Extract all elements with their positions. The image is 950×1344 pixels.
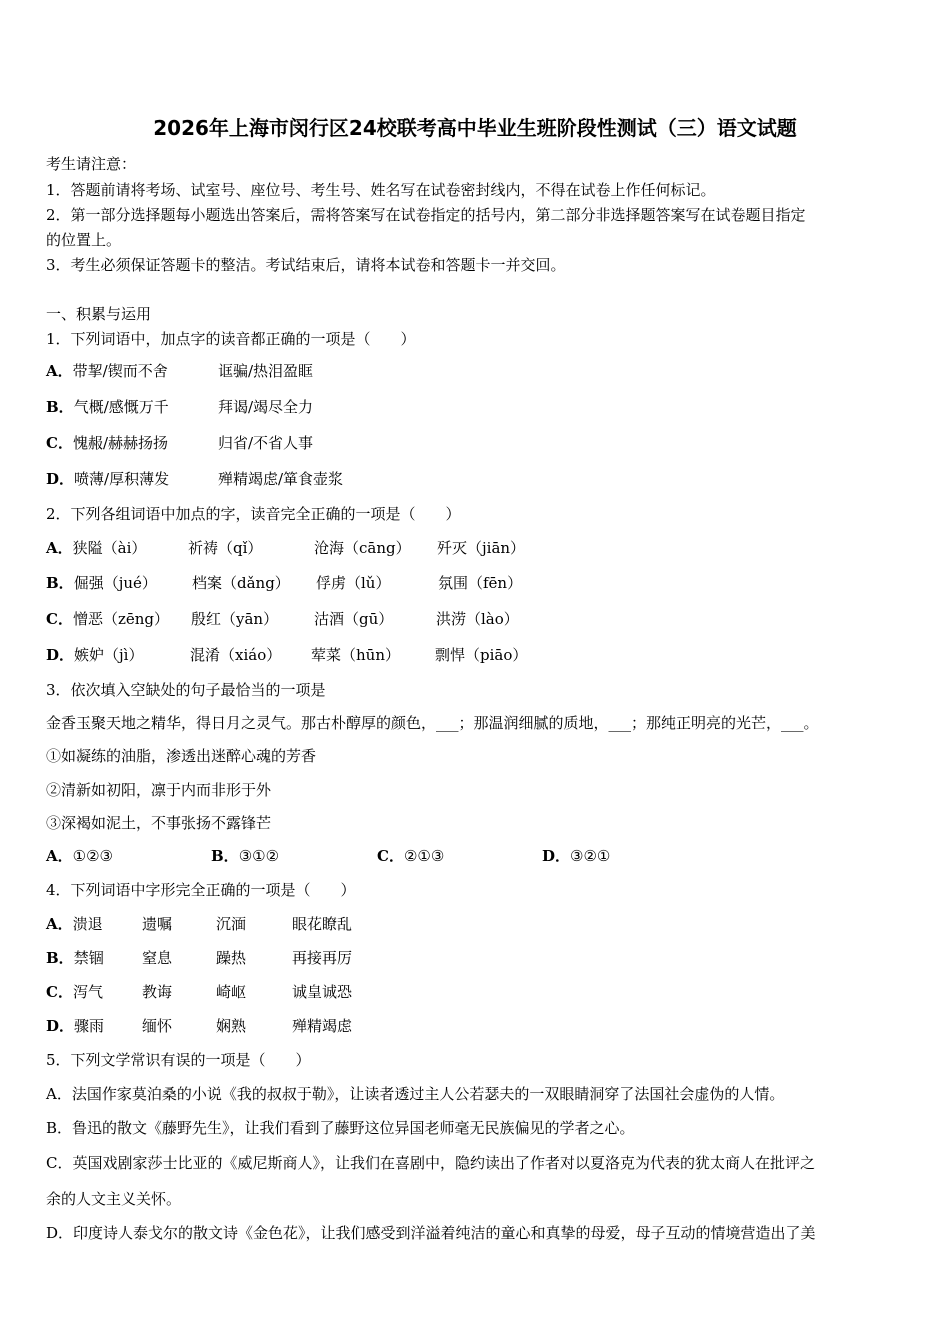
q3-sentence-1: ①如凝练的油脂，渗透出迷醉心魂的芳香 <box>46 747 317 765</box>
q3-option-c <box>377 845 444 866</box>
option-label: D． <box>46 1017 75 1035</box>
notice-item-2: 2．第一部分选择题每小题选出答案后，需将答案写在试卷指定的括号内，第二部分非选择题答案写在试卷题目指定 <box>46 206 806 224</box>
option-item: 沽酒（gū） <box>314 610 394 628</box>
option-item: 殷红（yān） <box>191 610 279 628</box>
option-item: 俘虏（lǔ） <box>316 574 391 592</box>
q1-option-b <box>46 396 314 417</box>
option-label: A． <box>46 915 73 933</box>
option-item: 沧海（cāng） <box>314 539 411 557</box>
notice-item-1: 1．答题前请将考场、试室号、座位号、考生号、姓名写在试卷密封线内，不得在试卷上作任何标记。 <box>46 181 716 199</box>
q5-option-b: B．鲁迅的散文《藤野先生》，让我们看到了藤野这位异国老师毫无民族偏见的学者之心。 <box>46 1119 635 1137</box>
option-item: 歼灭（jiān） <box>437 539 526 557</box>
option-label: A． <box>46 362 73 380</box>
option-item: 狭隘（ài） <box>72 539 147 557</box>
q4-option-a <box>46 913 353 934</box>
q2-option-c <box>46 608 519 629</box>
option-text: 拜谒/竭尽全力 <box>218 398 314 416</box>
q5-option-c-cont: 余的人文主义关怀。 <box>46 1190 182 1208</box>
q5-option-d: D．印度诗人泰戈尔的散文诗《金色花》，让我们感受到洋溢着纯洁的童心和真挚的母爱，母子互动的情境营造出了美 <box>46 1224 816 1242</box>
option-item: 躁热 <box>216 949 247 967</box>
option-item: 殚精竭虑 <box>292 1017 353 1035</box>
option-text: 喷薄/厚积薄发 <box>74 470 170 488</box>
notice-item-2-cont: 的位置上。 <box>46 231 122 249</box>
option-item: 溃退 <box>72 915 103 933</box>
q5-option-c: C．英国戏剧家莎士比亚的《威尼斯商人》，让我们在喜剧中，隐约读出了作者对以夏洛克为代表的犹太商人在批评之 <box>46 1154 815 1172</box>
option-item: 禁锢 <box>73 949 104 967</box>
option-item: 混淆（xiáo） <box>190 646 282 664</box>
q1-option-d <box>46 468 344 489</box>
option-item: 沉湎 <box>216 915 247 933</box>
option-item: 遗嘱 <box>142 915 173 933</box>
option-text: ②①③ <box>403 847 445 865</box>
option-label: D． <box>542 847 571 865</box>
page-title: 2026年上海市闵行区24校联考高中毕业生班阶段性测试（三）语文试题 <box>153 116 797 140</box>
option-label: C． <box>46 983 73 1001</box>
q1-option-c <box>46 432 314 453</box>
section-heading: 一、积累与运用 <box>46 305 152 323</box>
option-item: 教诲 <box>142 983 173 1001</box>
q4-option-b <box>46 947 353 968</box>
q4-option-d <box>46 1015 353 1036</box>
q2-option-a <box>46 537 526 558</box>
q4-stem: 4．下列词语中字形完全正确的一项是（ ） <box>46 881 356 899</box>
option-item: 泻气 <box>72 983 103 1001</box>
option-text: 愧赧/赫赫扬扬 <box>72 434 169 452</box>
option-label: D． <box>46 646 75 664</box>
q1-stem: 1．下列词语中，加点字的读音都正确的一项是（ ） <box>46 330 416 348</box>
option-item: 再接再厉 <box>292 949 353 967</box>
option-text: 气概/感慨万千 <box>73 398 169 416</box>
option-item: 诚皇诚恐 <box>292 983 353 1001</box>
q3-option-b <box>211 845 279 866</box>
option-item: 洪涝（lào） <box>436 610 519 628</box>
notice-heading: 考生请注意： <box>46 155 137 173</box>
option-text: 殚精竭虑/箪食壶浆 <box>218 470 344 488</box>
option-label: C． <box>46 610 73 628</box>
q4-option-c <box>46 981 353 1002</box>
option-item: 嫉妒（jì） <box>74 646 144 664</box>
option-item: 倔强（jué） <box>73 574 157 592</box>
option-label: A． <box>46 847 73 865</box>
q3-stem: 3．依次填入空缺处的句子最恰当的一项是 <box>46 681 326 699</box>
option-label: B． <box>46 574 74 592</box>
option-label: C． <box>46 434 73 452</box>
option-label: B． <box>46 949 74 967</box>
option-item: 氛围（fēn） <box>438 574 523 592</box>
option-label: A． <box>46 539 73 557</box>
q2-option-d <box>46 644 528 665</box>
option-text: ①②③ <box>72 847 113 865</box>
q2-stem: 2．下列各组词语中加点的字，读音完全正确的一项是（ ） <box>46 505 461 523</box>
q5-stem: 5．下列文学常识有误的一项是（ ） <box>46 1051 311 1069</box>
option-text: 诓骗/热泪盈眶 <box>218 362 314 380</box>
q3-options <box>46 845 611 866</box>
option-text: 归省/不省人事 <box>218 434 314 452</box>
option-item: 窒息 <box>142 949 173 967</box>
option-label: B． <box>46 398 74 416</box>
q3-option-d <box>542 845 610 866</box>
option-text: ③①② <box>238 847 280 865</box>
option-item: 祈祷（qǐ） <box>188 539 263 557</box>
q3-sentence-3: ③深褐如泥土，不事张扬不露锋芒 <box>46 814 272 832</box>
option-text: ③②① <box>570 847 611 865</box>
option-item: 剽悍（piāo） <box>435 646 528 664</box>
q5-option-a: A．法国作家莫泊桑的小说《我的叔叔于勒》，让读者透过主人公若瑟夫的一双眼睛洞穿了法国社会虚伪的人情。 <box>46 1085 785 1103</box>
option-item: 眼花瞭乱 <box>292 915 353 933</box>
option-item: 荤菜（hūn） <box>311 646 400 664</box>
option-item: 崎岖 <box>216 983 247 1001</box>
option-text: 带挈/锲而不舍 <box>72 362 168 380</box>
q2-option-b <box>46 572 523 593</box>
option-item: 缅怀 <box>142 1017 173 1035</box>
option-item: 憎恶（zēng） <box>72 610 169 628</box>
option-item: 档案（dǎng） <box>192 574 290 592</box>
notice-item-3: 3．考生必须保证答题卡的整洁。考试结束后，请将本试卷和答题卡一并交回。 <box>46 256 566 274</box>
option-item: 骤雨 <box>74 1017 105 1035</box>
q1-option-a <box>46 360 314 381</box>
option-label: B． <box>211 847 239 865</box>
q3-sentence-2: ②清新如初阳，凛于内而非形于外 <box>46 781 272 799</box>
q3-passage: 金香玉聚天地之精华，得日月之灵气。那古朴醇厚的颜色，___；那温润细腻的质地，___；那纯正明亮的光芒，___。 <box>46 714 819 732</box>
option-label: C． <box>377 847 404 865</box>
option-item: 娴熟 <box>216 1017 247 1035</box>
option-label: D． <box>46 470 75 488</box>
